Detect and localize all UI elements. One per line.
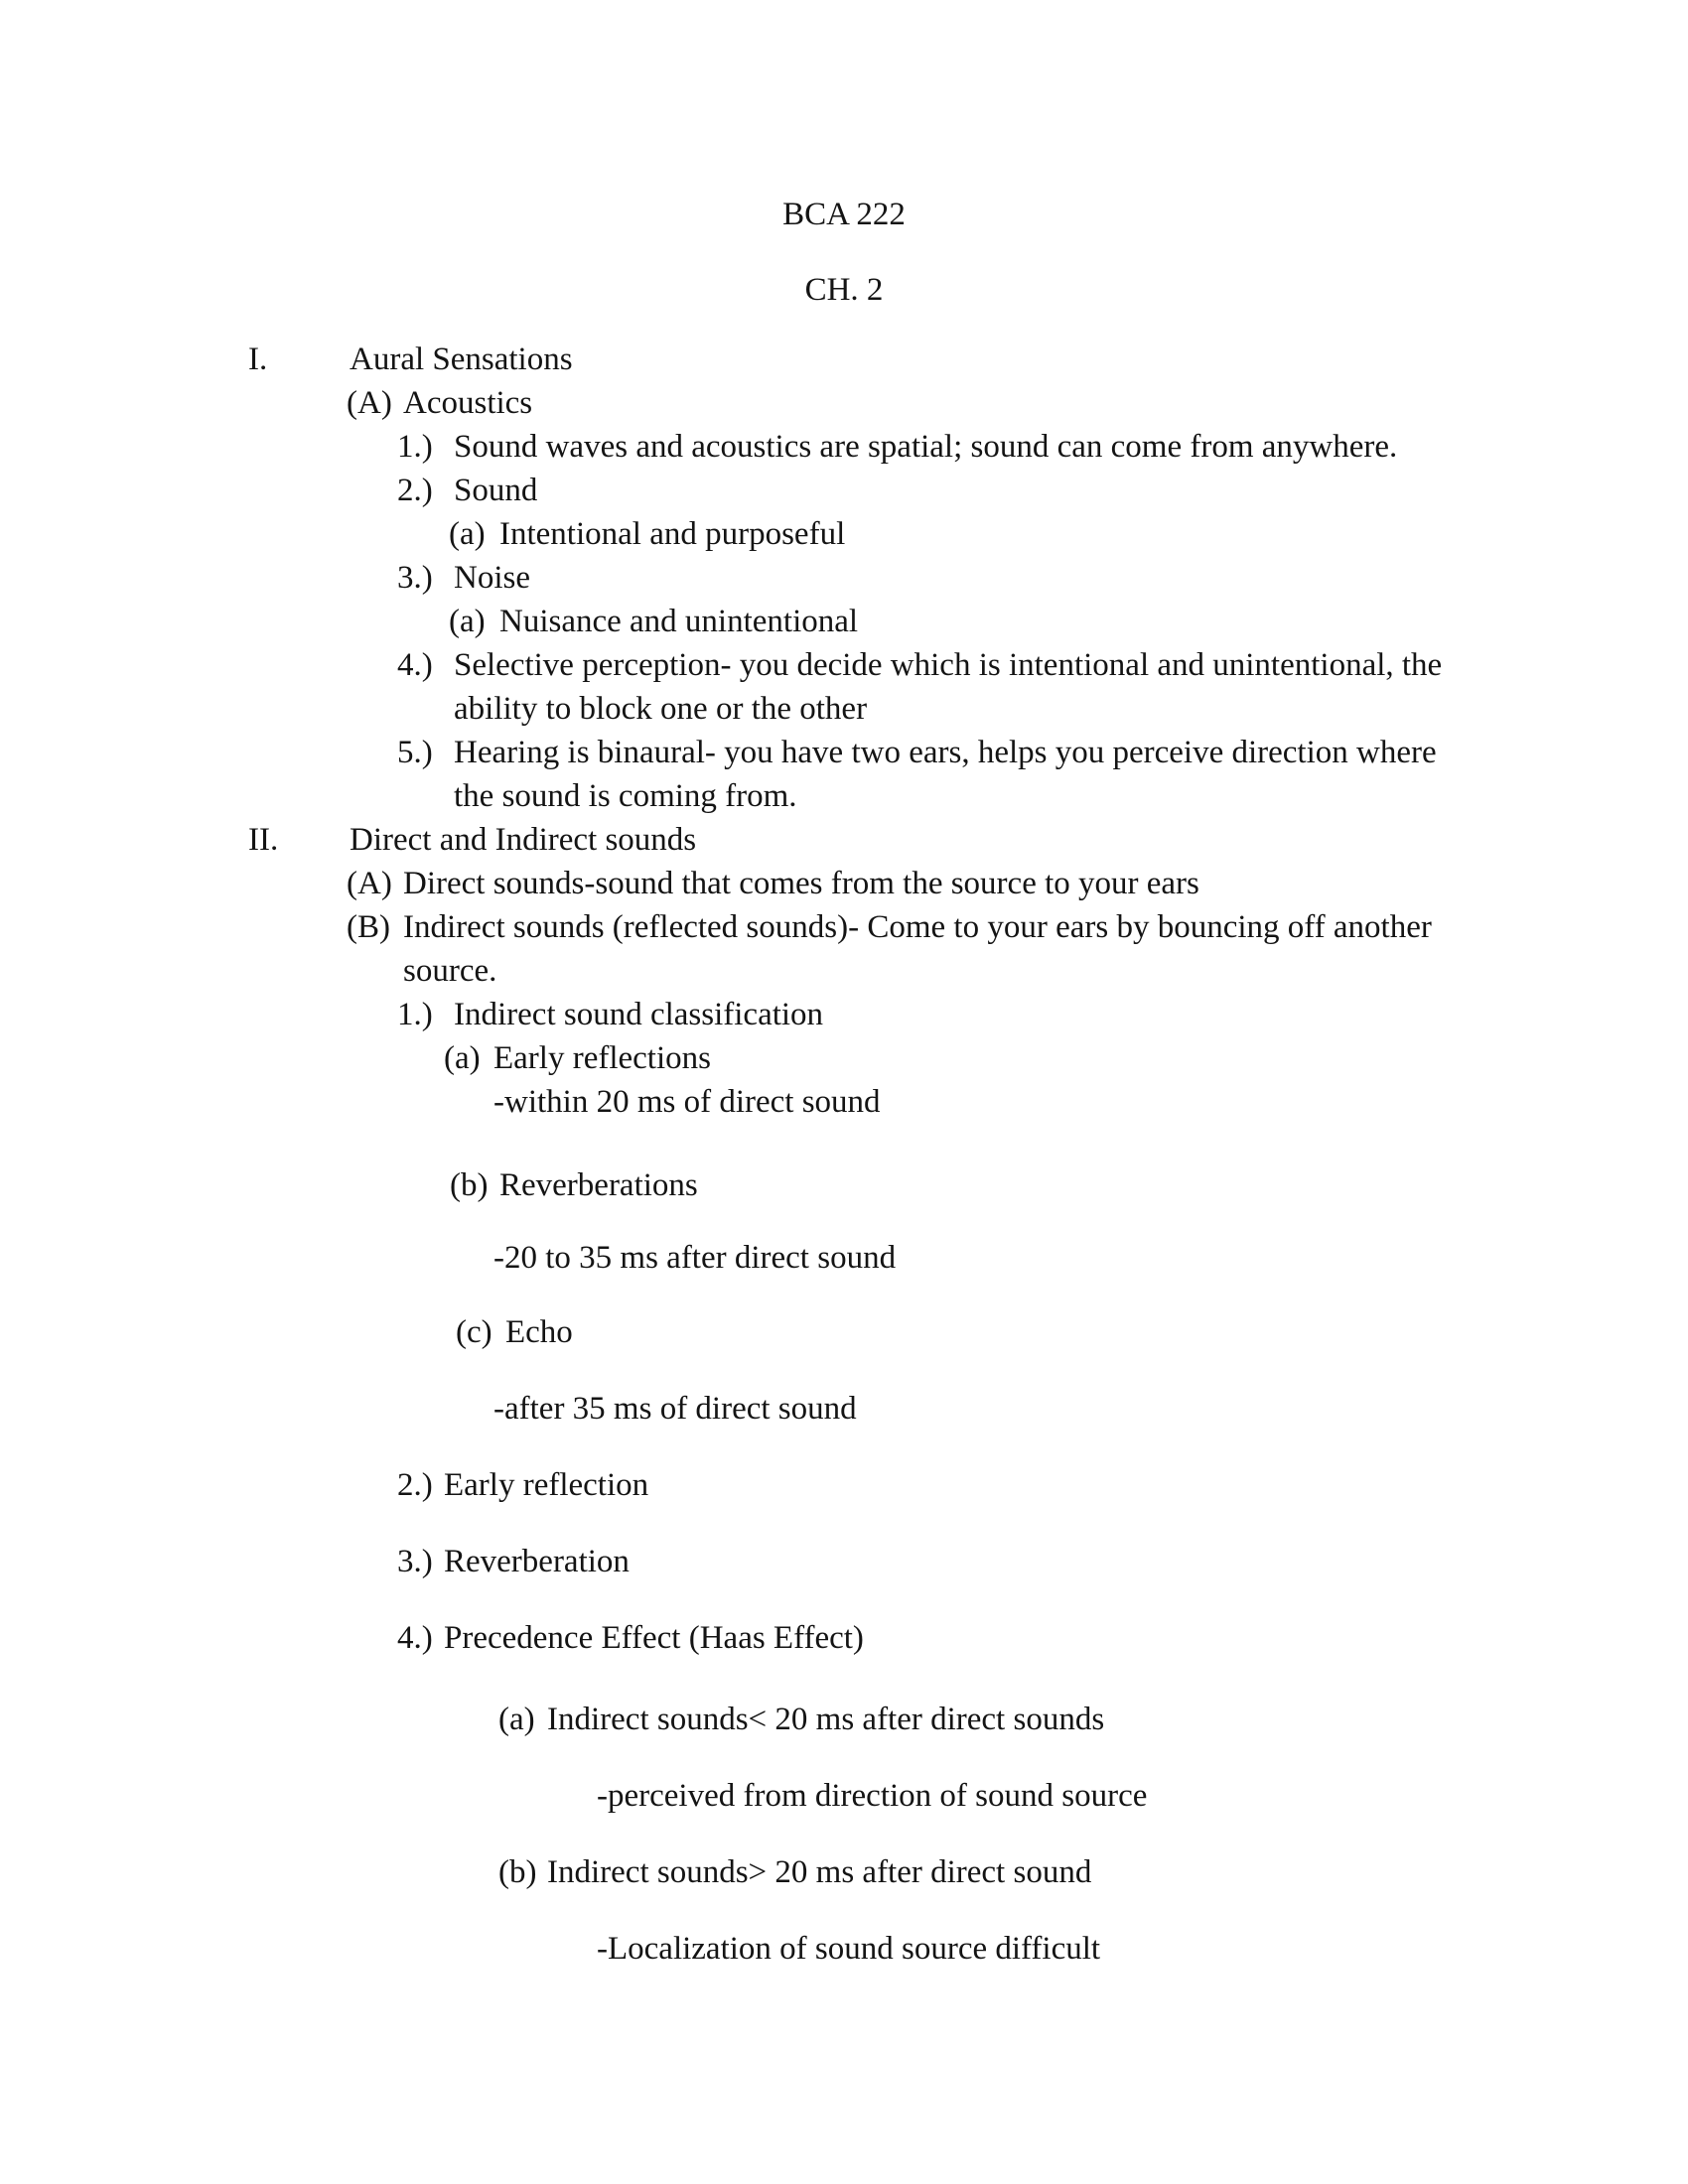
doc-title-course: BCA 222 [782,197,906,232]
item-text: -Localization of sound source difficult [597,1931,1101,1967]
item-text: Precedence Effect (Haas Effect) [444,1620,864,1656]
item-text: Intentional and purposeful [499,516,846,552]
item-text: Early reflection [444,1467,649,1503]
item-label: 3.) [397,560,433,596]
outline-item [397,643,1470,731]
item-label: 1.) [397,429,433,465]
item-text: Reverberation [444,1544,630,1579]
item-text: Early reflections [493,1040,711,1076]
outline-item [449,512,1470,556]
outline-item [456,1310,1470,1354]
outline-item [493,1236,1470,1280]
outline-item [444,1036,1470,1080]
item-label: (a) [449,516,486,552]
item-text: Reverberations [499,1167,698,1203]
outline-item [347,905,1470,993]
item-text: -perceived from direction of sound source [597,1778,1148,1814]
outline-item [597,1774,1470,1818]
item-label: (c) [456,1314,492,1350]
item-text: -within 20 ms of direct sound [493,1084,881,1120]
item-label: 2.) [397,473,433,508]
outline-item [248,818,1470,862]
outline-item [493,1387,1470,1431]
item-text: Sound [454,473,538,508]
item-label: (b) [450,1167,489,1203]
outline-item [248,338,1470,381]
outline-item [493,1080,1470,1124]
item-label: (a) [444,1040,481,1076]
item-label: (B) [347,909,390,945]
item-text: -20 to 35 ms after direct sound [493,1240,897,1276]
item-text: Indirect sounds (reflected sounds)- Come to your ears by bouncing off another source. [403,909,1432,989]
item-label: II. [248,822,279,858]
item-label: I. [248,341,268,377]
item-label: (a) [449,604,486,639]
item-text: Indirect sounds> 20 ms after direct sound [547,1854,1092,1890]
item-text: Indirect sounds< 20 ms after direct sounds [547,1702,1105,1737]
item-label: (b) [498,1854,537,1890]
item-label: 2.) [397,1467,433,1503]
item-label: (a) [498,1702,535,1737]
outline-item [347,381,1470,425]
item-label: 1.) [397,997,433,1032]
outline-item [498,1850,1470,1894]
item-text: Sound waves and acoustics are spatial; sound can come from anywhere. [454,429,1398,465]
item-text: Noise [454,560,530,596]
item-text: Aural Sensations [350,341,573,377]
outline-item [498,1698,1470,1741]
item-text: Acoustics [403,385,533,421]
item-text: Selective perception- you decide which is intentional and unintentional, the ability to block one or the other [454,647,1443,727]
item-text: Echo [505,1314,573,1350]
outline-item [450,1163,1470,1207]
outline-item [397,469,1470,512]
outline-item [397,993,1470,1036]
outline-item [397,1463,1470,1507]
item-label: 4.) [397,1620,433,1656]
item-text: Nuisance and unintentional [499,604,859,639]
outline-item [397,731,1470,818]
item-text: -after 35 ms of direct sound [493,1391,857,1427]
item-label: (A) [347,866,392,901]
item-label: 4.) [397,647,433,683]
outline-item [397,556,1470,600]
item-label: (A) [347,385,392,421]
outline-item [397,1616,1470,1660]
item-text: Direct sounds-sound that comes from the source to your ears [403,866,1199,901]
item-label: 5.) [397,735,433,770]
outline-item [397,425,1470,469]
item-text: Indirect sound classification [454,997,824,1032]
outline-item [449,600,1470,643]
item-text: Hearing is binaural- you have two ears, helps you perceive direction where the sound is coming from. [454,735,1437,814]
outline-item [397,1540,1470,1583]
outline-item [347,862,1470,905]
outline-item [597,1927,1470,1971]
item-label: 3.) [397,1544,433,1579]
item-text: Direct and Indirect sounds [350,822,697,858]
doc-title-chapter: CH. 2 [804,272,884,308]
